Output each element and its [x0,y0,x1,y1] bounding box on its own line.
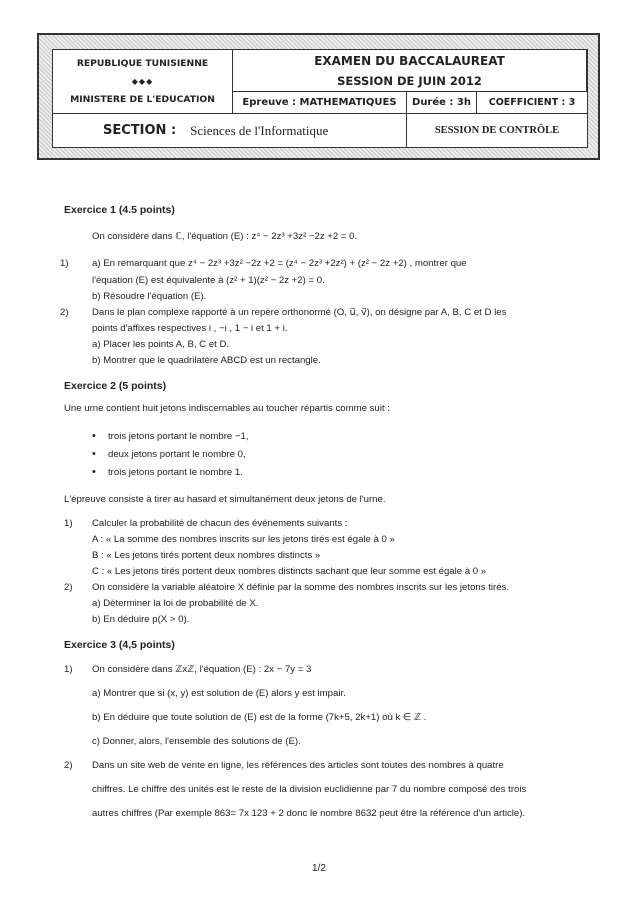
ex1-q2-line1: Dans le plan complexe rapporté à un repère orthonormé (O, u⃗, v⃗), on désigne par A, B, C et D les [92,307,507,318]
coefficient-cell: COEFFICIENT : 3 [477,92,587,114]
exercise1-intro: On considère dans ℂ, l'équation (E) : z⁴ − 2z³ +3z² −2z +2 = 0. [92,231,358,242]
ex2-q1-number: 1) [64,518,73,529]
ex1-q1-number: 1) [60,258,69,269]
ex3-q2-line2: chiffres. Le chiffre des unités est le reste de la division euclidienne par 7 du nombre composé des trois [92,784,527,795]
ex2-event-a: A : « La somme des nombres inscrits sur les jetons tirés est égale à 0 » [92,534,395,545]
ex2-q2: On considère la variable aléatoire X définie par la somme des nombres inscrits sur les jetons tirés. [92,582,509,593]
diamonds-ornament: ◆◆◆ [131,77,154,86]
ex2-bullet-1: trois jetons portant le nombre −1, [108,431,249,442]
ex2-q1: Calculer la probabilité de chacun des événements suivants : [92,518,348,529]
section-label: SECTION : [103,123,177,138]
ex3-q1: On considère dans ℤxℤ, l'équation (E) : 2x − 7y = 3 [92,664,312,675]
ex3-q1a: a) Montrer que si (x, y) est solution de (E) alors y est impair. [92,688,346,699]
ex1-q2b: b) Montrer que le quadrilatère ABCD est un rectangle. [92,355,321,366]
ex1-q2-number: 2) [60,307,69,318]
section-value: Sciences de l'Informatique [190,122,329,138]
exercise3-title: Exercice 3 (4,5 points) [64,639,175,651]
epreuve-cell: Epreuve : MATHEMATIQUES [233,92,407,114]
exercise2-title: Exercice 2 (5 points) [64,380,167,392]
ex3-q1c: c) Donner, alors, l'ensemble des solutions de (E). [92,736,301,747]
ex2-q2a: a) Déterminer la loi de probabilité de X. [92,598,259,609]
exam-header [37,33,600,160]
ex3-q2-number: 2) [64,760,73,771]
ex2-event-c: C : « Les jetons tirés portent deux nombres distincts sachant que leur somme est égale à 0 » [92,566,487,577]
ex1-q1b: b) Résoudre l'équation (E). [92,291,207,302]
ministere-label: MINISTERE DE L'EDUCATION [70,94,215,105]
exercise2-intro: Une urne contient huit jetons indiscernables au toucher répartis comme suit : [64,403,390,414]
ex2-epreuve-text: L'épreuve consiste à tirer au hasard et simultanément deux jetons de l'urne. [64,494,386,505]
ex3-q2-line1: Dans un site web de vente en ligne, les références des articles sont toutes des nombres à quatre [92,760,504,771]
ex2-bullet-3: trois jetons portant le nombre 1. [108,467,243,478]
ex3-q2-line3: autres chiffres (Par exemple 863= 7x 123 + 2 donc le nombre 8632 peut être la référence d'un article). [92,808,526,819]
section-cell [53,114,407,147]
ex2-event-b: B : « Les jetons tirés portent deux nombres distincts » [92,550,321,561]
ex3-q1b: b) En déduire que toute solution de (E) est de la forme (7k+5, 2k+1) où k ∈ ℤ . [92,712,427,723]
duree-cell: Durée : 3h [407,92,477,114]
session-title: SESSION DE JUIN 2012 [233,71,587,92]
ex3-q1-number: 1) [64,664,73,675]
bullet-marker: • [92,448,96,460]
ex1-q2a: a) Placer les points A, B, C et D. [92,339,230,350]
bullet-marker: • [92,430,96,442]
ex2-q2-number: 2) [64,582,73,593]
ex1-q1a-line1: a) En remarquant que z⁴ − 2z³ +3z² −2z +2 = (z⁴ − 2z³ +2z²) + (z² − 2z +2) , montrer que [92,258,467,269]
session-type-cell: SESSION DE CONTRÔLE [407,114,587,147]
page-number: 1/2 [312,863,326,874]
republique-label: REPUBLIQUE TUNISIENNE [76,58,209,69]
header-table [52,49,588,148]
institution-block [53,50,233,114]
ex2-q2b: b) En déduire p(X > 0). [92,614,190,625]
exercise1-title: Exercice 1 (4.5 points) [64,204,175,216]
ex1-q1a-line2: l'équation (E) est équivalente à (z² + 1)(z² − 2z +2) = 0. [92,275,325,286]
ex2-bullet-2: deux jetons portant le nombre 0, [108,449,246,460]
ex1-q2-line2: points d'affixes respectives i , −i , 1 − i et 1 + i. [92,323,288,334]
bullet-marker: • [92,466,96,478]
exam-title: EXAMEN DU BACCALAUREAT [233,50,587,71]
